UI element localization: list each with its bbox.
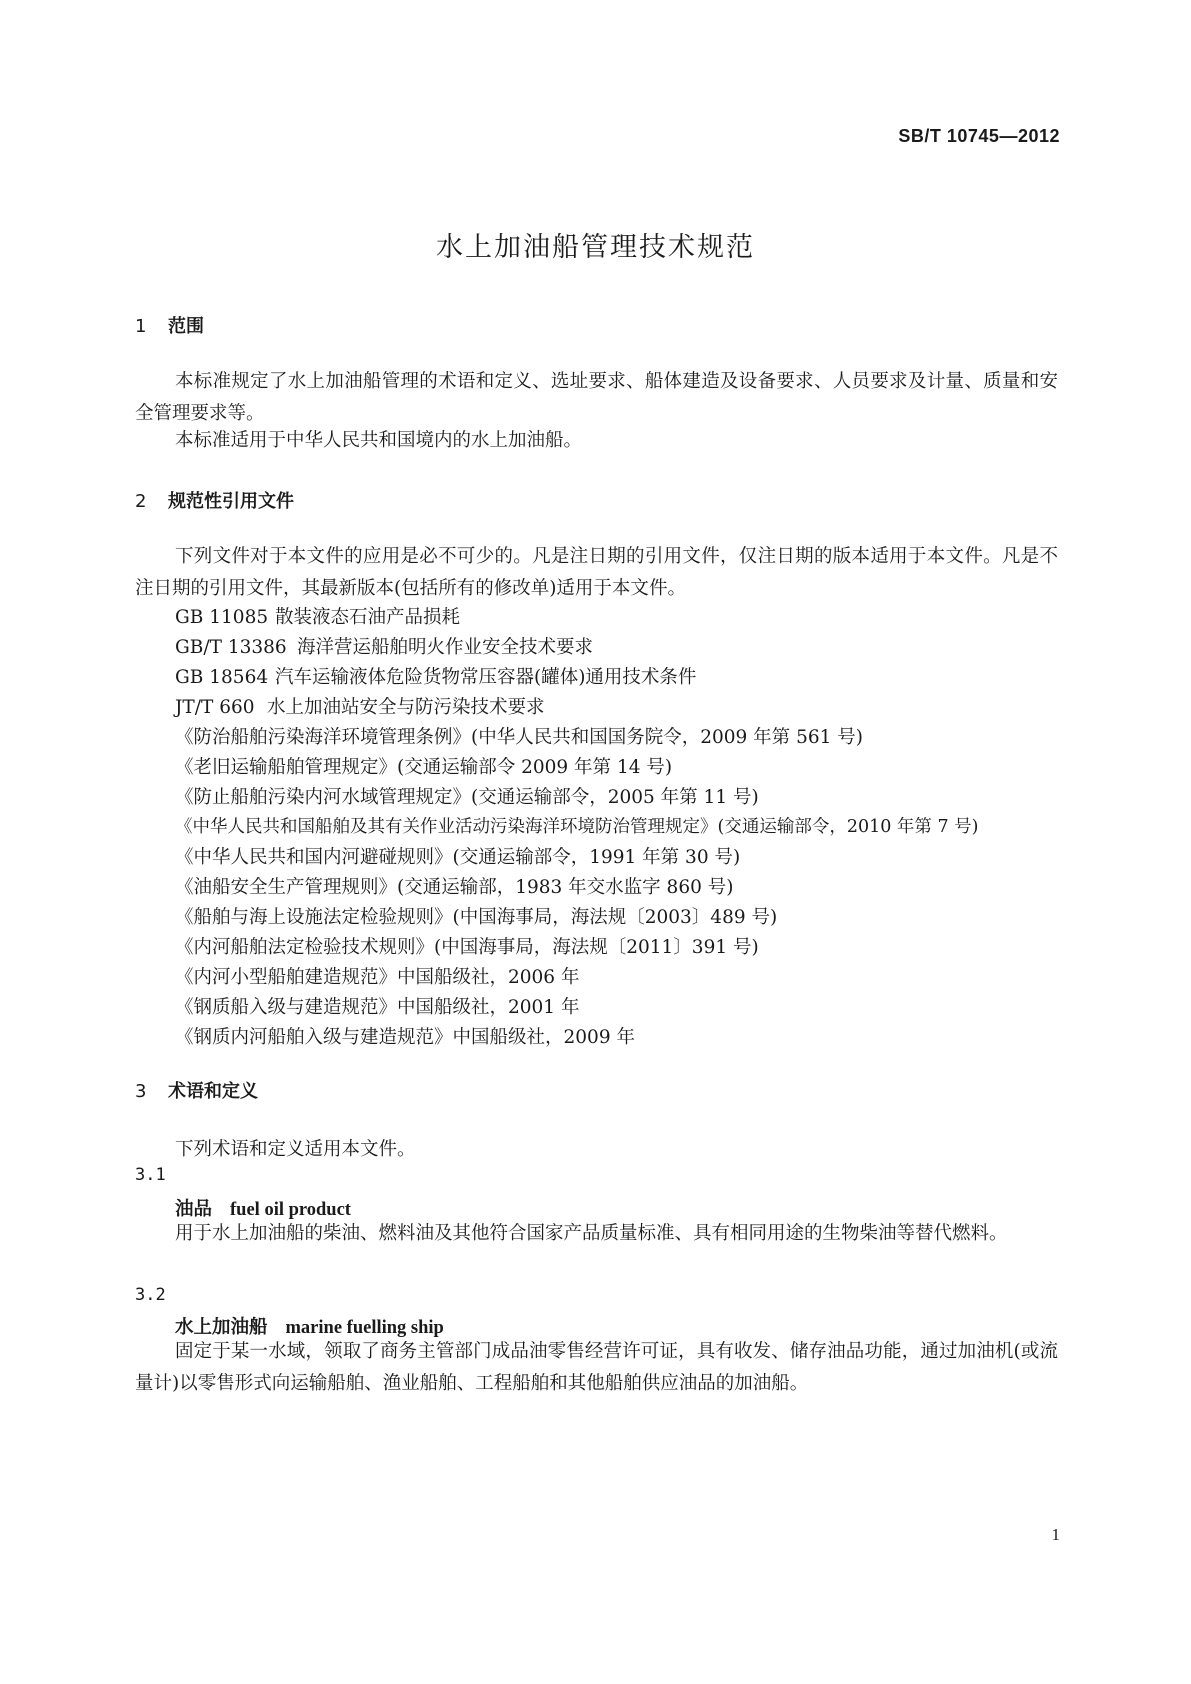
- reference-item: [175, 693, 545, 719]
- paragraph-terms-intro: 下列术语和定义适用本文件。: [175, 1139, 416, 1160]
- reference-code: GB 11085: [175, 607, 269, 628]
- section-heading-normative-references: [135, 487, 294, 513]
- term-chinese: 油品: [175, 1199, 213, 1220]
- regulation-item: 《油船安全生产管理规则》(交通运输部，1983 年交水监字 860 号): [175, 877, 734, 898]
- clause-number: 3.1: [135, 1165, 166, 1185]
- reference-code: JT/T 660: [175, 697, 255, 718]
- term-definition: 固定于某一水域，领取了商务主管部门成品油零售经营许可证，具有收发、储存油品功能，通过加油机(或流量计)以零售形式向运输船舶、渔业船舶、工程船舶和其他船舶供应油品的加油船。: [135, 1341, 1058, 1394]
- term-chinese: 水上加油船: [175, 1317, 268, 1338]
- reference-item: [175, 633, 593, 659]
- section-number: 3: [135, 1081, 147, 1102]
- regulation-item: 《防止船舶污染内河水域管理规定》(交通运输部令，2005 年第 11 号): [175, 787, 759, 808]
- term-english: fuel oil product: [230, 1200, 351, 1220]
- section-number: 2: [135, 491, 147, 512]
- reference-item: [175, 603, 460, 629]
- reference-code: GB 18564: [175, 667, 269, 688]
- clause-number: 3.2: [135, 1285, 166, 1305]
- section-title: 术语和定义: [168, 1081, 258, 1102]
- reference-code: GB/T 13386: [175, 637, 287, 658]
- reference-title: 汽车运输液体危险货物常压容器(罐体)通用技术条件: [275, 667, 697, 688]
- regulation-item: 《钢质船入级与建造规范》中国船级社，2001 年: [175, 997, 580, 1018]
- section-title: 规范性引用文件: [168, 491, 294, 512]
- reference-title: 海洋营运船舶明火作业安全技术要求: [297, 637, 594, 658]
- reference-title: 水上加油站安全与防污染技术要求: [267, 697, 545, 718]
- regulation-item: 《老旧运输船舶管理规定》(交通运输部令 2009 年第 14 号): [175, 757, 673, 778]
- regulation-item: 《内河小型船舶建造规范》中国船级社，2006 年: [175, 967, 580, 988]
- regulation-item: 《中华人民共和国内河避碰规则》(交通运输部令，1991 年第 30 号): [175, 847, 741, 868]
- regulation-item: 《钢质内河船舶入级与建造规范》中国船级社，2009 年: [175, 1027, 635, 1048]
- paragraph-references-intro: 下列文件对于本文件的应用是必不可少的。凡是注日期的引用文件，仅注日期的版本适用于本文件。凡是不注日期的引用文件，其最新版本(包括所有的修改单)适用于本文件。: [135, 546, 1058, 599]
- regulation-item: 《防治船舶污染海洋环境管理条例》(中华人民共和国国务院令，2009 年第 561 号): [175, 727, 863, 748]
- section-title: 范围: [168, 316, 204, 337]
- paragraph-scope-2: 本标准适用于中华人民共和国境内的水上加油船。: [175, 430, 583, 451]
- section-heading-scope: [135, 312, 204, 338]
- standard-code: SB/T 10745—2012: [898, 126, 1060, 146]
- term-definition: 用于水上加油船的柴油、燃料油及其他符合国家产品质量标准、具有相同用途的生物柴油等替代燃料。: [175, 1223, 1008, 1244]
- regulation-item: 《船舶与海上设施法定检验规则》(中国海事局，海法规〔2003〕489 号): [175, 907, 778, 928]
- section-number: 1: [135, 316, 147, 337]
- page-number: 1: [1051, 1525, 1060, 1544]
- section-heading-terms-and-definitions: [135, 1077, 258, 1103]
- term-english: marine fuelling ship: [285, 1318, 444, 1338]
- paragraph-scope-1: 本标准规定了水上加油船管理的术语和定义、选址要求、船体建造及设备要求、人员要求及计量、质量和安全管理要求等。: [135, 371, 1058, 424]
- regulation-item: 《内河船舶法定检验技术规则》(中国海事局，海法规〔2011〕391 号): [175, 937, 759, 958]
- regulation-item: 《中华人民共和国船舶及其有关作业活动污染海洋环境防治管理规定》(交通运输部令，2010 年第 7 号): [175, 817, 979, 837]
- reference-title: 散装液态石油产品损耗: [275, 607, 461, 628]
- document-title: 水上加油船管理技术规范: [436, 232, 755, 263]
- reference-item: [175, 663, 696, 689]
